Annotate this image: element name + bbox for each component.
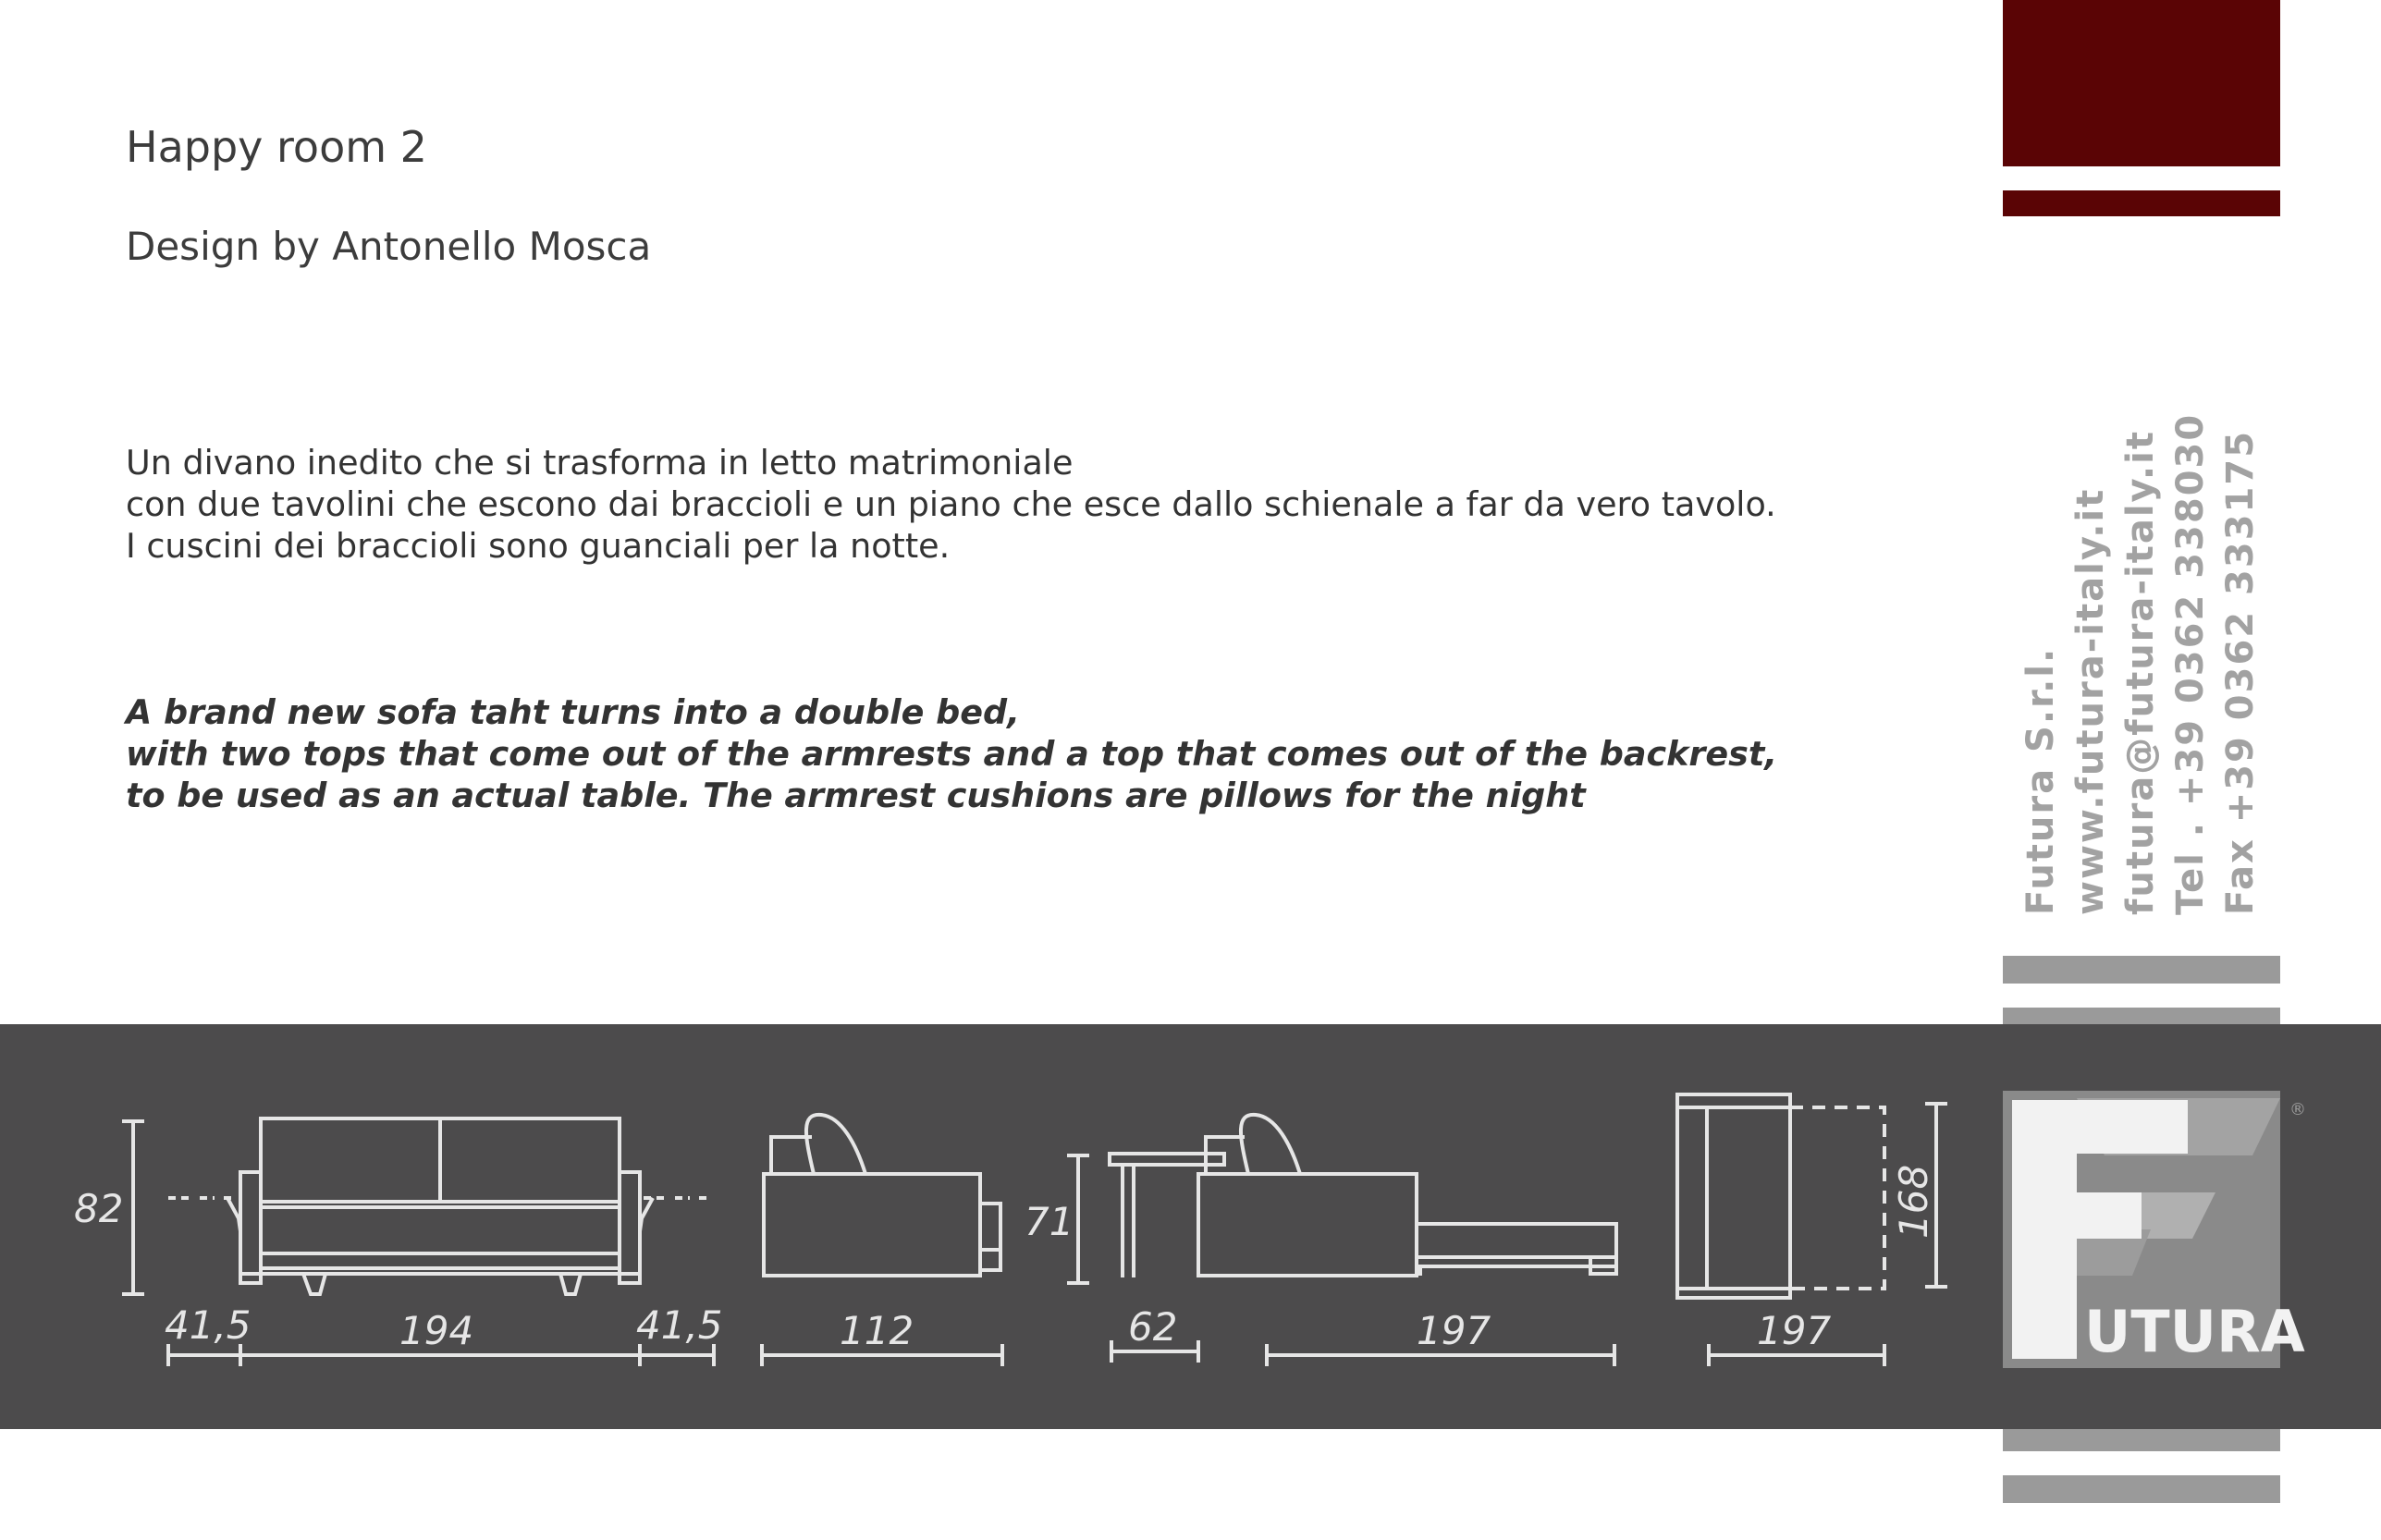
registered-mark: ® (2289, 1100, 2306, 1119)
dim-table-label: 62 (1128, 1304, 1178, 1350)
dim-arm-left-label: 41,5 (165, 1302, 252, 1348)
designer-credit: Design by Antonello Mosca (126, 224, 652, 269)
accent-bar (2003, 190, 2280, 216)
description-italian-line: con due tavolini che escono dai braccioli e un piano che esce dallo schienale a far da vero tavolo. (126, 484, 1776, 524)
description-english-line: A brand new sofa taht turns into a double bed, (126, 692, 1021, 732)
company-contacts (2016, 342, 2293, 915)
dim-bed-length-label: 197 (1417, 1308, 1491, 1353)
description-italian (126, 442, 1776, 567)
technical-drawings (0, 1024, 2007, 1429)
sofa-front-view (122, 1118, 712, 1294)
company-website: www.futura-italy.it (2069, 487, 2112, 915)
sofa-side-view (764, 1115, 1000, 1276)
divider-bar (2003, 956, 2280, 984)
logo-f-icon (2003, 1091, 2305, 1368)
logo-wordmark: UTURA (2084, 1298, 2305, 1365)
sofa-bed-side-view (1067, 1115, 1616, 1283)
company-name: Futura S.r.l. (2019, 646, 2062, 915)
description-english-line: to be used as an actual table. The armrest cushions are pillows for the night (126, 776, 1586, 815)
dim-bed-depth-label: 168 (1891, 1164, 1936, 1239)
description-italian-line: Un divano inedito che si trasforma in letto matrimoniale (126, 443, 1074, 483)
company-fax: Fax +39 0362 333175 (2219, 429, 2262, 915)
dim-bed-width-label: 197 (1757, 1308, 1832, 1353)
futura-logo (2003, 1091, 2305, 1368)
company-tel: Tel . +39 0362 338030 (2169, 412, 2212, 915)
description-italian-line: I cuscini dei braccioli sono guanciali per la notte. (126, 526, 951, 566)
company-email: futura@futura-italy.it (2119, 430, 2162, 915)
dim-arm-right-label: 41,5 (636, 1302, 723, 1348)
description-english-line: with two tops that come out of the armrests and a top that comes out of the backrest, (126, 734, 1778, 774)
divider-bar (2003, 1475, 2280, 1503)
product-title: Happy room 2 (126, 122, 427, 172)
dim-height-label: 82 (74, 1186, 124, 1231)
accent-block (2003, 0, 2280, 166)
dim-width-label: 194 (399, 1308, 474, 1353)
dim-side-height-label: 71 (1025, 1199, 1074, 1244)
dim-depth-label: 112 (840, 1308, 914, 1353)
description-english (126, 691, 1777, 816)
